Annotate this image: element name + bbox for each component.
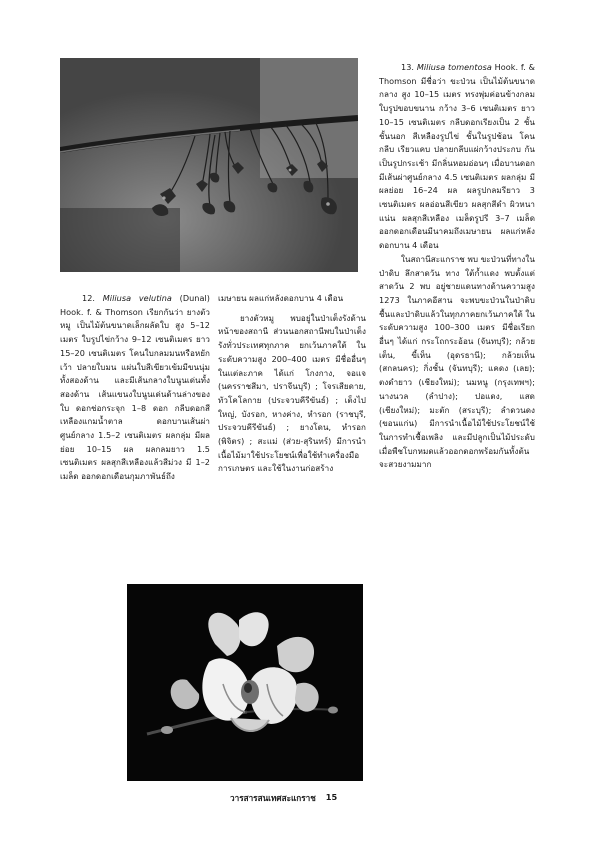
page-footer [230, 792, 390, 806]
left-column-text [60, 292, 210, 484]
entry-number: 12. [82, 293, 96, 303]
white-flower-illustration [127, 584, 363, 781]
hanging-flowers-photo [60, 58, 358, 272]
species-entry-12 [60, 292, 210, 484]
species-distribution: ยางตัวหมู พบอยู่ในป่าเต็งรังด้านหน้าของสถานี ส่วนนอกสถานีพบในป่าเต็งรังทั่วประเทศทุกภาค ยกเว้นภาคใต้ ในระดับความสูง 200–400 เมตร มีชื่ออื่นๆ ในแต่ละภาค ได้แก่ โกงกาง, จอแจ (นครราชสีมา, ปราจีนบุรี) ; โจรเสียดาย, ทัวโคโลกาย (ประจวบคีรีขันธ์) ; เต็งไปใหญ่, บังรอก, หางค่าง, หำรอก (ราชบุรี, ประจวบคีรีขันธ์) ; ยางโดน, หำรอก (พิจิตร) ; สะแม่ (ส่วย-สุรินทร์) มีการนำเนื้อไม้มาใช้ประโยชน์เพื่อใช้ทำเครื่องมือการเกษตร และใช้ในงานก่อสร้าง [218, 312, 366, 474]
hanging-flowers-illustration [60, 58, 358, 272]
species-description: เรียกกันว่า ยางตัวหมู เป็นไม้ต้นขนาดเล็กผลัดใบ สูง 5–12 เมตร ใบรูปไข่กว้าง 9–12 เซนติเมตร ยาว 15–20 เซนติเมตร โคนใบกลมมนหรือหยักเว้า ปลายใบมน แผ่นใบสีเขียวเข้มมีขนนุ่มทั้งสองด้าน และมีเส้นกลางใบนูนเด่นทั้งสองด้าน เส้นแขนงใบนูนเด่นด้านล่างของใบ ดอกช่อกระจุก 1–8 ดอก กลีบดอกสีเหลืองแกมน้ำตาล ดอกบานเส้นผ่าศูนย์กลาง 1.5–2 เซนติเมตร ผลกลุ่ม มีผลย่อย 10–15 ผล ผลกลมยาว 1.5 เซนติเมตร ผลสุกสีเหลืองแล้วสีม่วง มี 1–2 เมล็ด ออกดอกเดือนกุมภาพันธ์ถึง [60, 306, 211, 482]
author-citation: (Dunal) Hook. f. & Thomson [60, 293, 211, 317]
white-orchid-flower-photo [127, 584, 363, 781]
species-distribution: ในสถานีสะแกราช พบ ขะป่วนที่ทางใน ป่าดิบ ลึกสาดวัน ทาง ใต้ก้ำเเดง พบตั้งแต่สาดวัน 2 พบ อยู่ชายแดนทางด้านความสูง 1273 ในภาคอีสาน จะพบขะป่วนในป่าดิบชื้นและป่าดิบแล้วในทุกภาคยกเว้นภาคใต้ ในระดับความสูง 100–300 เมตร มีชื่อเรียกอื่นๆ ได้แก่ กระโถกระอ้อน (จันทบุรี); กล้วยเต็น, ขี้เห็น (อุดรธานี); กล้วยเห็น (สกลนคร); กิ่งชั้น (จันทบุรี); แคดง (เลย); ตงดำยาว (เชียงใหม่); นมหนู (กรุงเทพฯ); นางนวล (ลำปาง); ปอแดง, แสด (เชียงใหม่); มะตัก (สระบุรี); ลำดวนดง (ขอนแก่น) มีการนำเนื้อไม้ใช้ประโยชน์ใช้ในการทำเชื้อเพลิง และมีปลูกเป็นไม้ประดับ เมื่อพืชโบกหมดแล้วออกดอกพร้อมกันทั้งต้นจะสวยงามมาก [379, 253, 536, 470]
author-citation: Hook. f. & Thomson [379, 62, 535, 86]
middle-column-text [218, 292, 366, 476]
species-description-continued: เมษายน ผลแก่หลังดอกบาน 4 เดือน [218, 293, 344, 303]
journal-title: วารสารสนเทศสะแกราช [230, 793, 316, 803]
entry-number: 13. [401, 62, 415, 72]
page-number: 15 [325, 792, 338, 802]
scientific-name: Miliusa tomentosa [416, 62, 492, 72]
right-column-text [379, 61, 535, 472]
scientific-name: Miliusa velutina [102, 293, 172, 303]
species-description: มีชื่อว่า ขะป่วน เป็นไม้ต้นขนาดกลาง สูง 10–15 เมตร ทรงพุ่มค่อนข้างกลม ใบรูปขอบขนาน กว้าง 3–6 เซนติเมตร ยาว 10–15 เซนติเมตร กลีบดอกเรียงเป็น 2 ชั้น ชั้นนอก สีเหลืองรูปไข่ ชั้นในรูปช้อน โคนกลีบ เรียวแคบ ปลายกลีบแผ่กว้างประกบ กัน เป็นรูปกระเช้า มีกลิ่นหอมอ่อนๆ เมื่อบานดอกมีเส้นผ่าศูนย์กลาง 4.5 เซนติเมตร ผลกลุ่ม มีผลย่อย 16–24 ผล ผลรูปกลมรียาว 3 เซนติเมตร ผลอ่อนสีเขียว ผลสุกสีดำ ผิวหนาแน่น ผลสุกสีเหลือง เมล็ดรูปรี 3–7 เมล็ด ออกดอกเดือนมีนาคมถึงเมษายน ผลแก่หลังดอกบาน 4 เดือน [379, 75, 536, 251]
species-entry-13 [379, 61, 535, 253]
